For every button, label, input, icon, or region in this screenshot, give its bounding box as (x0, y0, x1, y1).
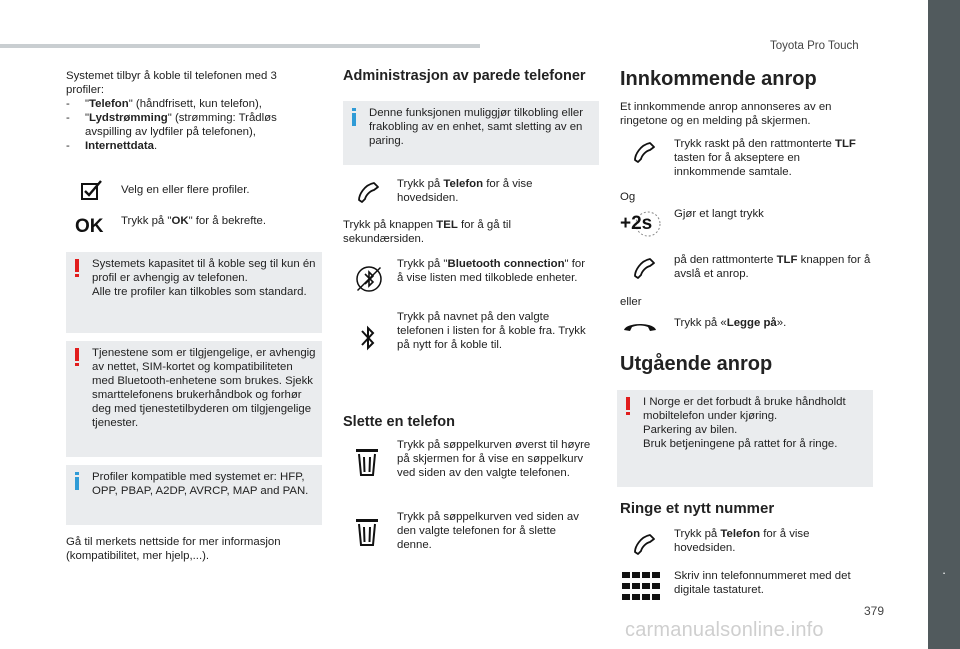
page-number: 379 (864, 604, 885, 618)
trash-icon (354, 516, 380, 548)
bluetooth-icon (356, 322, 380, 354)
step-delete-1: Trykk på søppelkurven øverst til høyre på skjermen for å vise en søppelkurv ved siden av den valgte telefonen. (397, 439, 591, 479)
warning-text: Bruk betjeningene på rattet for å ringe. (643, 437, 838, 450)
step-new-open-phone: Trykk på Telefon for å vise hovedsiden. (674, 528, 810, 554)
warning-icon (75, 259, 79, 277)
step-hang-up: Trykk på «Legge på». (674, 317, 787, 329)
step-reject-call: på den rattmonterte TLF knappen for å avslå et anrop. (674, 254, 871, 280)
warning-icon (626, 397, 630, 415)
warning-note-capacity (66, 252, 322, 333)
profile-item-internett: - Internettdata. (66, 139, 158, 152)
top-rule (0, 44, 480, 48)
hold-2s-icon: +2s (620, 210, 662, 238)
info-icon (75, 472, 79, 490)
step-accept-call: Trykk raskt på den rattmonterte TLF tasten for å akseptere en innkommende samtale. (674, 138, 856, 178)
step-open-phone: Trykk på Telefon for å vise hovedsiden. (397, 178, 533, 204)
phone-handset-icon (632, 532, 658, 556)
info-text: Denne funksjonen muliggjør tilkobling eller frakobling av en enhet, samt sletting av en paring. (369, 107, 584, 147)
profiles-intro (66, 70, 306, 153)
intro-text: Systemet tilbyr å koble til telefonen med 3 profiler: (66, 70, 277, 96)
step-delete-2: Trykk på søppelkurven ved siden av den valgte telefonen for å slette denne. (397, 511, 579, 551)
warning-text: I Norge er det forbudt å bruke håndholdt mobiltelefon under kjøring. (643, 396, 846, 422)
ok-icon: OK (75, 216, 104, 237)
warning-text: Systemets kapasitet til å koble seg til kun én profil er avhengig av telefonen. (92, 258, 316, 284)
phone-handset-icon (632, 140, 658, 164)
warning-text: Parkering av bilen. (643, 423, 738, 436)
step-ok: Trykk på "OK" for å bekrefte. (121, 215, 267, 227)
text-og: Og (620, 191, 636, 203)
info-icon (352, 108, 356, 126)
right-sidebar (928, 0, 960, 649)
info-note-profiles (66, 465, 322, 525)
footer-more-info: Gå til merkets nettside for mer informasjon (kompatibilitet, mer hjelp,...). (66, 536, 281, 562)
header-title: Toyota Pro Touch (770, 40, 859, 52)
warning-note-driving (617, 390, 873, 487)
warning-icon (75, 348, 79, 366)
heading-incoming-call: Innkommende anrop (620, 68, 817, 90)
step-tel-button: Trykk på knappen TEL for å gå til sekundærsiden. (343, 219, 511, 245)
step-long-press: Gjør et langt trykk (674, 208, 764, 220)
trash-icon (354, 446, 380, 478)
step-select-profiles: Velg en eller flere profiler. (121, 184, 250, 196)
heading-new-number: Ringe et nytt nummer (620, 500, 775, 517)
checkbox-icon (80, 178, 104, 202)
warning-text: Tjenestene som er tilgjengelige, er avhengig av nettet, SIM-kortet og kompatibiliteten med Bluetooth-enhetene som brukes. Sjekk smarttelefonens brukerhåndbok og forhør deg med tjenestetilbyderen om tilgjengelige tjenester. (92, 347, 316, 429)
heading-outgoing-call: Utgående anrop (620, 353, 773, 375)
watermark: carmanualsonline.info (625, 619, 824, 641)
phone-handset-icon (356, 180, 382, 204)
warning-note-services (66, 341, 322, 457)
profile-item-lyd: - "Lydstrømming" (strømming: Trådløs avspilling av lydfiler på telefonen), (66, 111, 277, 138)
heading-delete-phone: Slette en telefon (343, 414, 455, 430)
hang-up-icon (622, 318, 658, 334)
keypad-icon (622, 572, 660, 600)
bluetooth-circle-icon (354, 264, 384, 294)
step-enter-number: Skriv inn telefonnummeret med det digitale tastaturet. (674, 570, 851, 596)
info-text: Profiler kompatible med systemet er: HFP, OPP, PBAP, A2DP, AVRCP, MAP and PAN. (92, 471, 309, 497)
profile-item-telefon: - "Telefon" (håndfrisett, kun telefon), (66, 97, 262, 110)
phone-handset-icon (632, 256, 658, 280)
warning-text: Alle tre profiler kan tilkobles som standard. (92, 285, 307, 298)
step-bluetooth-connection: Trykk på "Bluetooth connection" for å vise listen med tilkoblede enheter. (397, 258, 586, 284)
info-note-admin (343, 101, 599, 165)
incoming-intro: Et innkommende anrop annonseres av en ringetone og en melding på skjermen. (620, 101, 832, 127)
text-eller: eller (620, 296, 642, 308)
heading-admin-paired: Administrasjon av parede telefoner (343, 68, 586, 84)
step-connect-disconnect: Trykk på navnet på den valgte telefonen i listen for å koble fra. Trykk på nytt for å koble til. (397, 311, 586, 351)
continued-mark: . (942, 562, 946, 577)
